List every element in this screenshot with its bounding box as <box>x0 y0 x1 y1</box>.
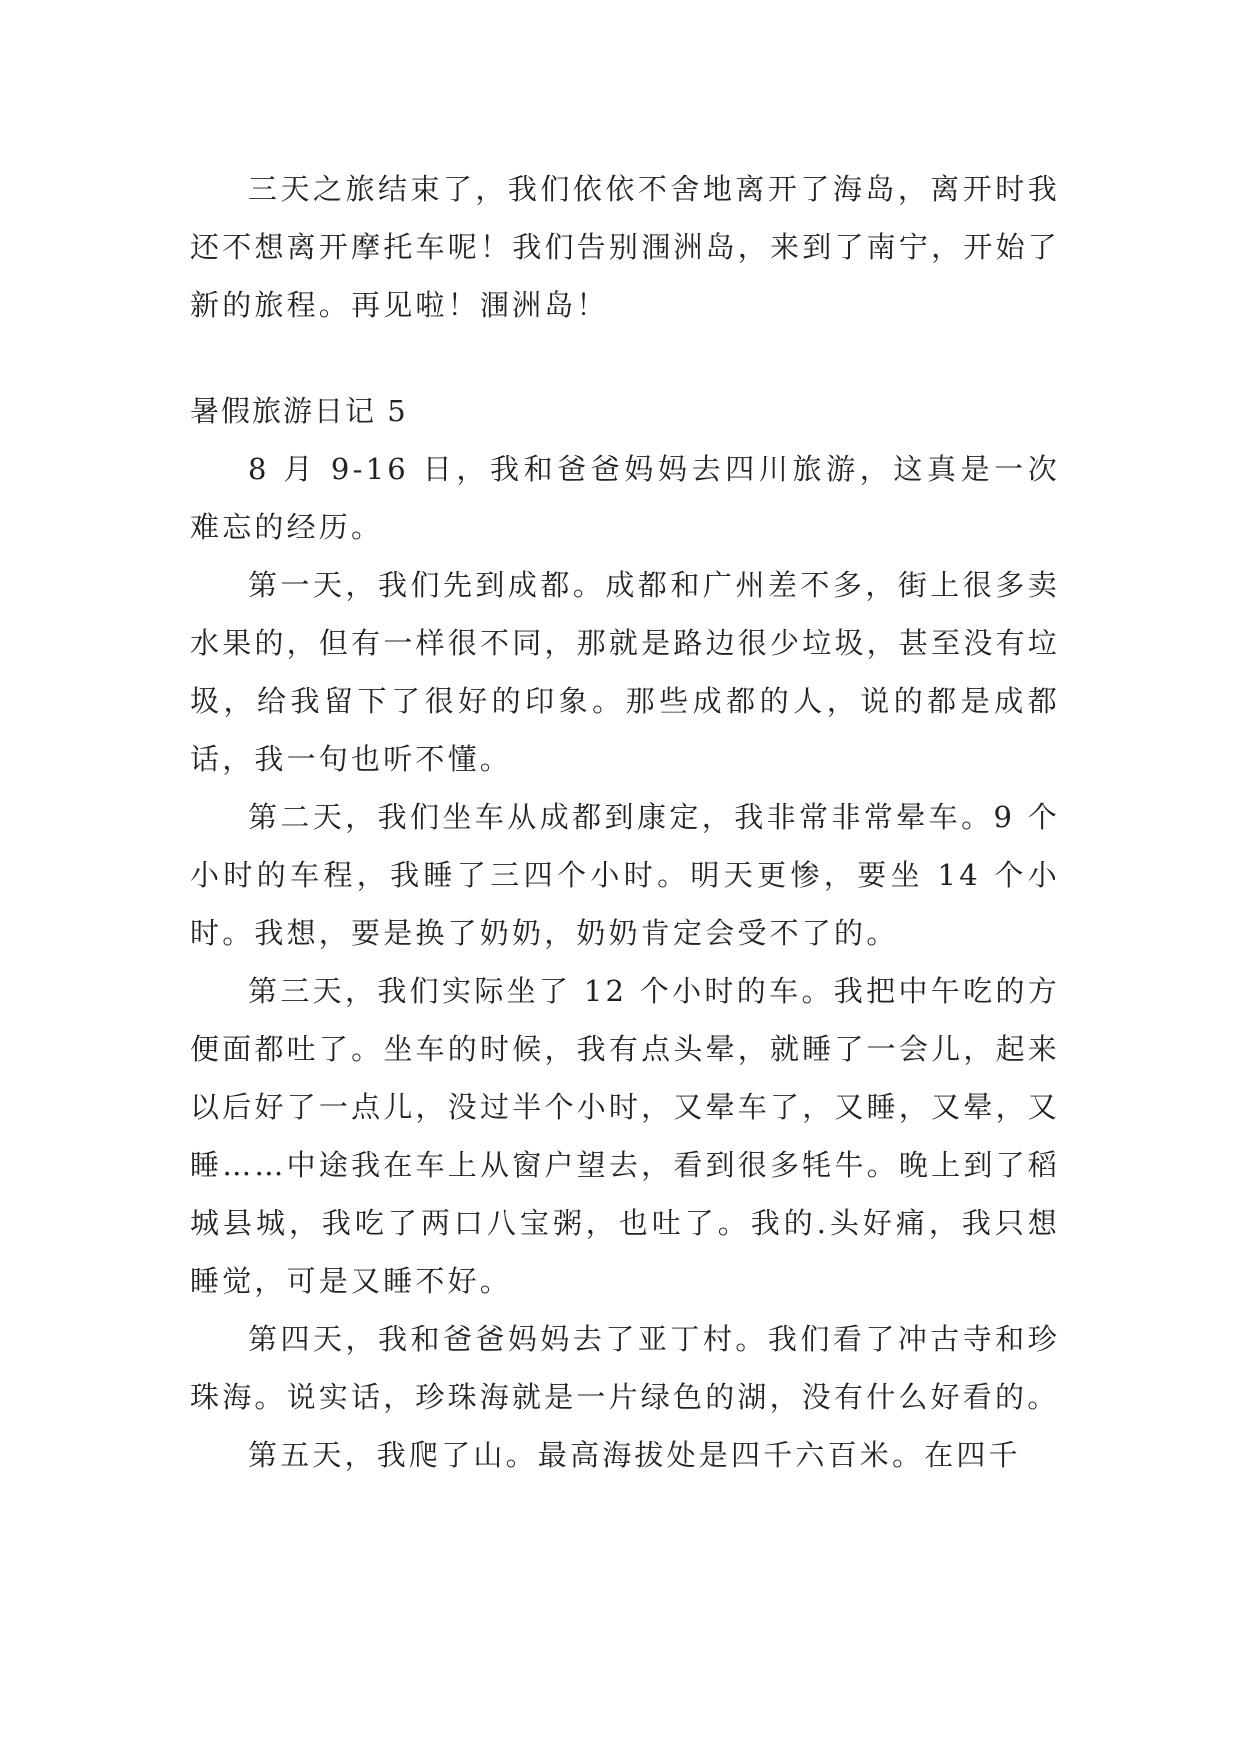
paragraph-gap <box>190 334 1060 382</box>
paragraph-day-three: 第三天，我们实际坐了 12 个小时的车。我把中午吃的方便面都吐了。坐车的时候，我有点头晕，就睡了一会儿，起来以后好了一点儿，没过半个小时，又晕车了，又睡，又晕，又睡……中途我在车上从窗户望去，看到很多牦牛。晚上到了稻城县城，我吃了两口八宝粥，也吐了。我的.头好痛，我只想睡觉，可是又睡不好。 <box>190 974 1060 1298</box>
document-body <box>190 160 1060 1484</box>
paragraph-day-four: 第四天，我和爸爸妈妈去了亚丁村。我们看了冲古寺和珍珠海。说实话，珍珠海就是一片绿色的湖，没有什么好看的。 <box>190 1322 1060 1414</box>
paragraph-dates: 8 月 9-16 日，我和爸爸妈妈去四川旅游，这真是一次难忘的经历。 <box>190 452 1060 544</box>
paragraph-day-one: 第一天，我们先到成都。成都和广州差不多，街上很多卖水果的，但有一样很不同，那就是路边很少垃圾，甚至没有垃圾，给我留下了很好的印象。那些成都的人，说的都是成都话，我一句也听不懂。 <box>190 568 1060 776</box>
paragraph-day-five: 第五天，我爬了山。最高海拔处是四千六百米。在四千 <box>248 1438 1021 1472</box>
intro-paragraph: 三天之旅结束了，我们依依不舍地离开了海岛，离开时我还不想离开摩托车呢！我们告别涠洲岛，来到了南宁，开始了新的旅程。再见啦！涠洲岛！ <box>190 172 1060 322</box>
section-title: 暑假旅游日记 5 <box>190 394 408 428</box>
paragraph-day-two: 第二天，我们坐车从成都到康定，我非常非常晕车。9 个小时的车程，我睡了三四个小时。明天更惨，要坐 14 个小时。我想，要是换了奶奶，奶奶肯定会受不了的。 <box>190 800 1060 950</box>
